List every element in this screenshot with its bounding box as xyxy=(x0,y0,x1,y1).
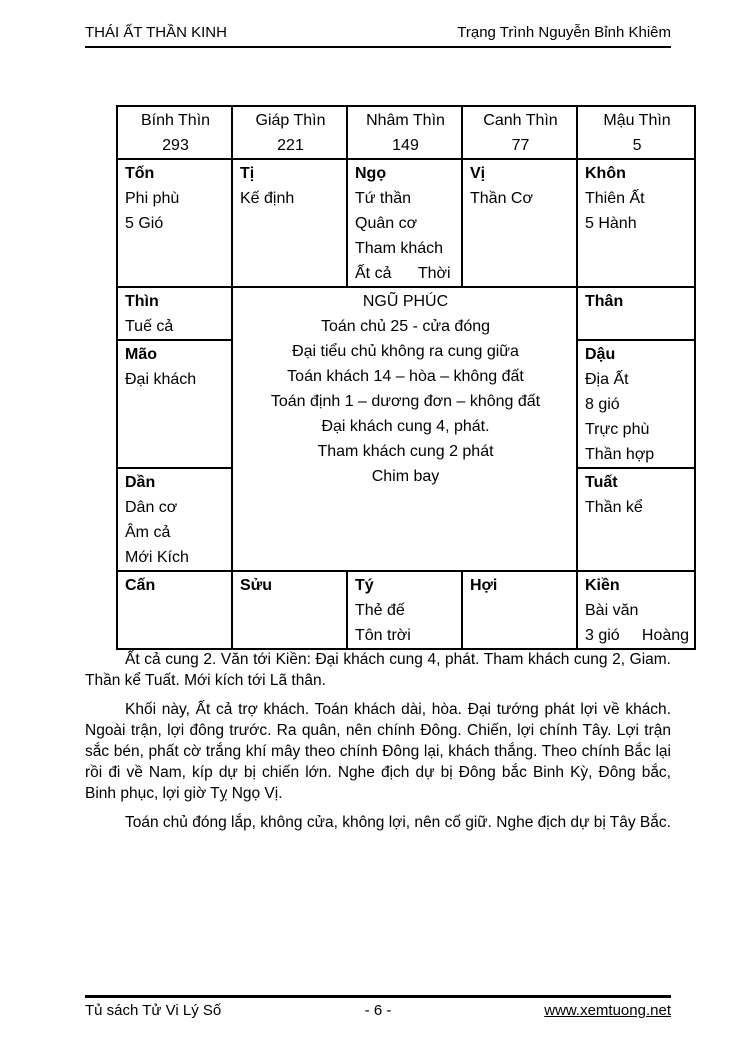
cell-can: Cấn xyxy=(117,571,232,649)
cell-ngo: Ngọ Tứ thần Quân cơ Tham khách Ất cả Thời xyxy=(347,159,462,287)
cell-ngu-phuc: NGŨ PHÚC Toán chủ 25 - cửa đóng Đại tiểu chủ không ra cung giữa Toán khách 14 – hòa – không đất Toán định 1 – dương đơn – không đất Đại khách cung 4, phát. Tham khách cung 2 phát Chim bay xyxy=(232,287,577,571)
paragraph-2: Khối này, Ất cả trợ khách. Toán khách dài, hòa. Đại tướng phát lợi về khách. Ngoài trận, lợi đông trước. Ra quân, nên chính Đông. Chiến, lợi chính Tây. Lợi trận sắc bén, phất cờ trắng khí mây theo chính Đông lại, khách thắng. Theo chính Bắc lại rồi đi về Nam, kíp dự bị chiến lớn. Nghe địch dự bị Đông bắc Binh Kỳ, Đông bắc, Binh phục, lợi giờ Tỵ Ngọ Vị. xyxy=(85,701,671,802)
palace-row-bottom xyxy=(117,571,695,649)
cell-kien: Kiền Bài văn 3 gió Hoàng xyxy=(577,571,695,649)
year-row xyxy=(117,106,695,159)
cell-vi: Vị Thần Cơ xyxy=(462,159,577,287)
cell-mao: Mão Đại khách xyxy=(117,340,232,468)
cell-khon: Khôn Thiên Ất 5 Hành xyxy=(577,159,695,287)
cell-hoi: Hợi xyxy=(462,571,577,649)
thai-at-chart xyxy=(116,105,696,650)
cell-tuat: Tuất Thần kể xyxy=(577,468,695,571)
cell-thin: Thìn Tuế cả xyxy=(117,287,232,340)
paragraph-1: Ất cả cung 2. Văn tới Kiền: Đại khách cung 4, phát. Tham khách cung 2, Giam. Thần kể Tuất. Mới kích tới Lã thân. xyxy=(85,651,671,689)
header-title: THÁI ẤT THẦN KINH xyxy=(85,24,227,41)
palace-row-top xyxy=(117,159,695,287)
cell-suu: Sửu xyxy=(232,571,347,649)
center-title: NGŨ PHÚC xyxy=(362,293,449,310)
footer-series-title: Tủ sách Tử Vi Lý Số xyxy=(85,1002,222,1019)
cell-giap-thin: Giáp Thìn 221 xyxy=(232,106,347,159)
cell-dau: Dậu Địa Ất 8 gió Trực phù Thần hợp xyxy=(577,340,695,468)
page-number: - 6 - xyxy=(364,1002,392,1019)
cell-mau-thin: Mậu Thìn 5 xyxy=(577,106,695,159)
body-text xyxy=(85,649,671,841)
cell-ti: Tị Kế định xyxy=(232,159,347,287)
cell-than: Thân xyxy=(577,287,695,340)
page-footer xyxy=(85,995,671,1019)
header-author: Trạng Trình Nguyễn Bỉnh Khiêm xyxy=(457,24,671,41)
cell-binh-thin: Bính Thìn 293 xyxy=(117,106,232,159)
cell-nham-thin: Nhâm Thìn 149 xyxy=(347,106,462,159)
cell-canh-thin: Canh Thìn 77 xyxy=(462,106,577,159)
cell-ty: Tý Thẻ đế Tôn trời xyxy=(347,571,462,649)
page-header xyxy=(85,24,671,48)
paragraph-3: Toán chủ đóng lắp, không cửa, không lợi, nên cố giữ. Nghe địch dự bị Tây Bắc. xyxy=(125,814,671,831)
cell-ton: Tốn Phi phù 5 Gió xyxy=(117,159,232,287)
footer-website-link[interactable]: www.xemtuong.net xyxy=(544,1002,671,1019)
cell-dan: Dần Dân cơ Âm cả Mới Kích xyxy=(117,468,232,571)
